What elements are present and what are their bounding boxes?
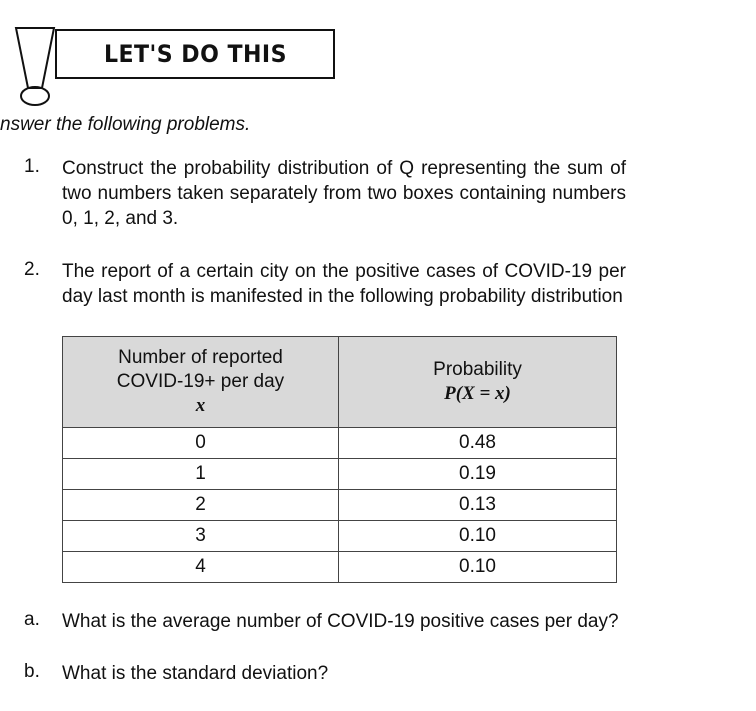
cell-x: 0 xyxy=(63,428,339,459)
cell-x: 2 xyxy=(63,490,339,521)
problem-number: 1. xyxy=(24,156,40,177)
cell-probability: 0.10 xyxy=(339,552,617,583)
header-variable: x xyxy=(195,395,206,416)
header-line: Probability xyxy=(433,359,522,380)
cell-probability: 0.19 xyxy=(339,459,617,490)
cell-x: 3 xyxy=(63,521,339,552)
cell-probability: 0.13 xyxy=(339,490,617,521)
sub-question-b xyxy=(22,661,642,687)
section-title-box xyxy=(55,29,335,79)
problem-number: 2. xyxy=(24,259,40,280)
header-line: COVID-19+ per day xyxy=(116,371,285,392)
cell-probability: 0.48 xyxy=(339,428,617,459)
problem-2 xyxy=(20,259,626,309)
cell-x: 4 xyxy=(63,552,339,583)
sub-question-text: What is the standard deviation? xyxy=(62,663,329,684)
header-cell-probability xyxy=(339,337,617,428)
problem-text: Construct the probability distribution of Q representing the sum of two numbers taken separately from two boxes containing numbers 0, 1, 2, and 3. xyxy=(62,158,626,229)
exclamation-icon xyxy=(14,26,56,106)
sub-question-text: What is the average number of COVID-19 positive cases per day? xyxy=(62,611,619,632)
section-title: LET'S DO THIS xyxy=(103,40,287,68)
problem-1 xyxy=(20,156,626,231)
sub-question-label: b. xyxy=(24,661,40,682)
instructions: nswer the following problems. xyxy=(0,114,251,135)
header-formula: P(X = x) xyxy=(444,383,511,404)
header-cell-count xyxy=(63,337,339,428)
table-header-row xyxy=(63,337,617,428)
sub-question-label: a. xyxy=(24,609,40,630)
header-line: Number of reported xyxy=(118,347,283,368)
cell-x: 1 xyxy=(63,459,339,490)
table-row xyxy=(63,428,617,459)
table-row xyxy=(63,459,617,490)
cell-probability: 0.10 xyxy=(339,521,617,552)
probability-distribution-table xyxy=(62,336,617,583)
table-row xyxy=(63,521,617,552)
sub-question-a xyxy=(22,609,642,635)
table-row xyxy=(63,490,617,521)
problem-text: The report of a certain city on the positive cases of COVID-19 per day last month is manifested in the following probability distribution xyxy=(62,261,626,307)
table-row xyxy=(63,552,617,583)
